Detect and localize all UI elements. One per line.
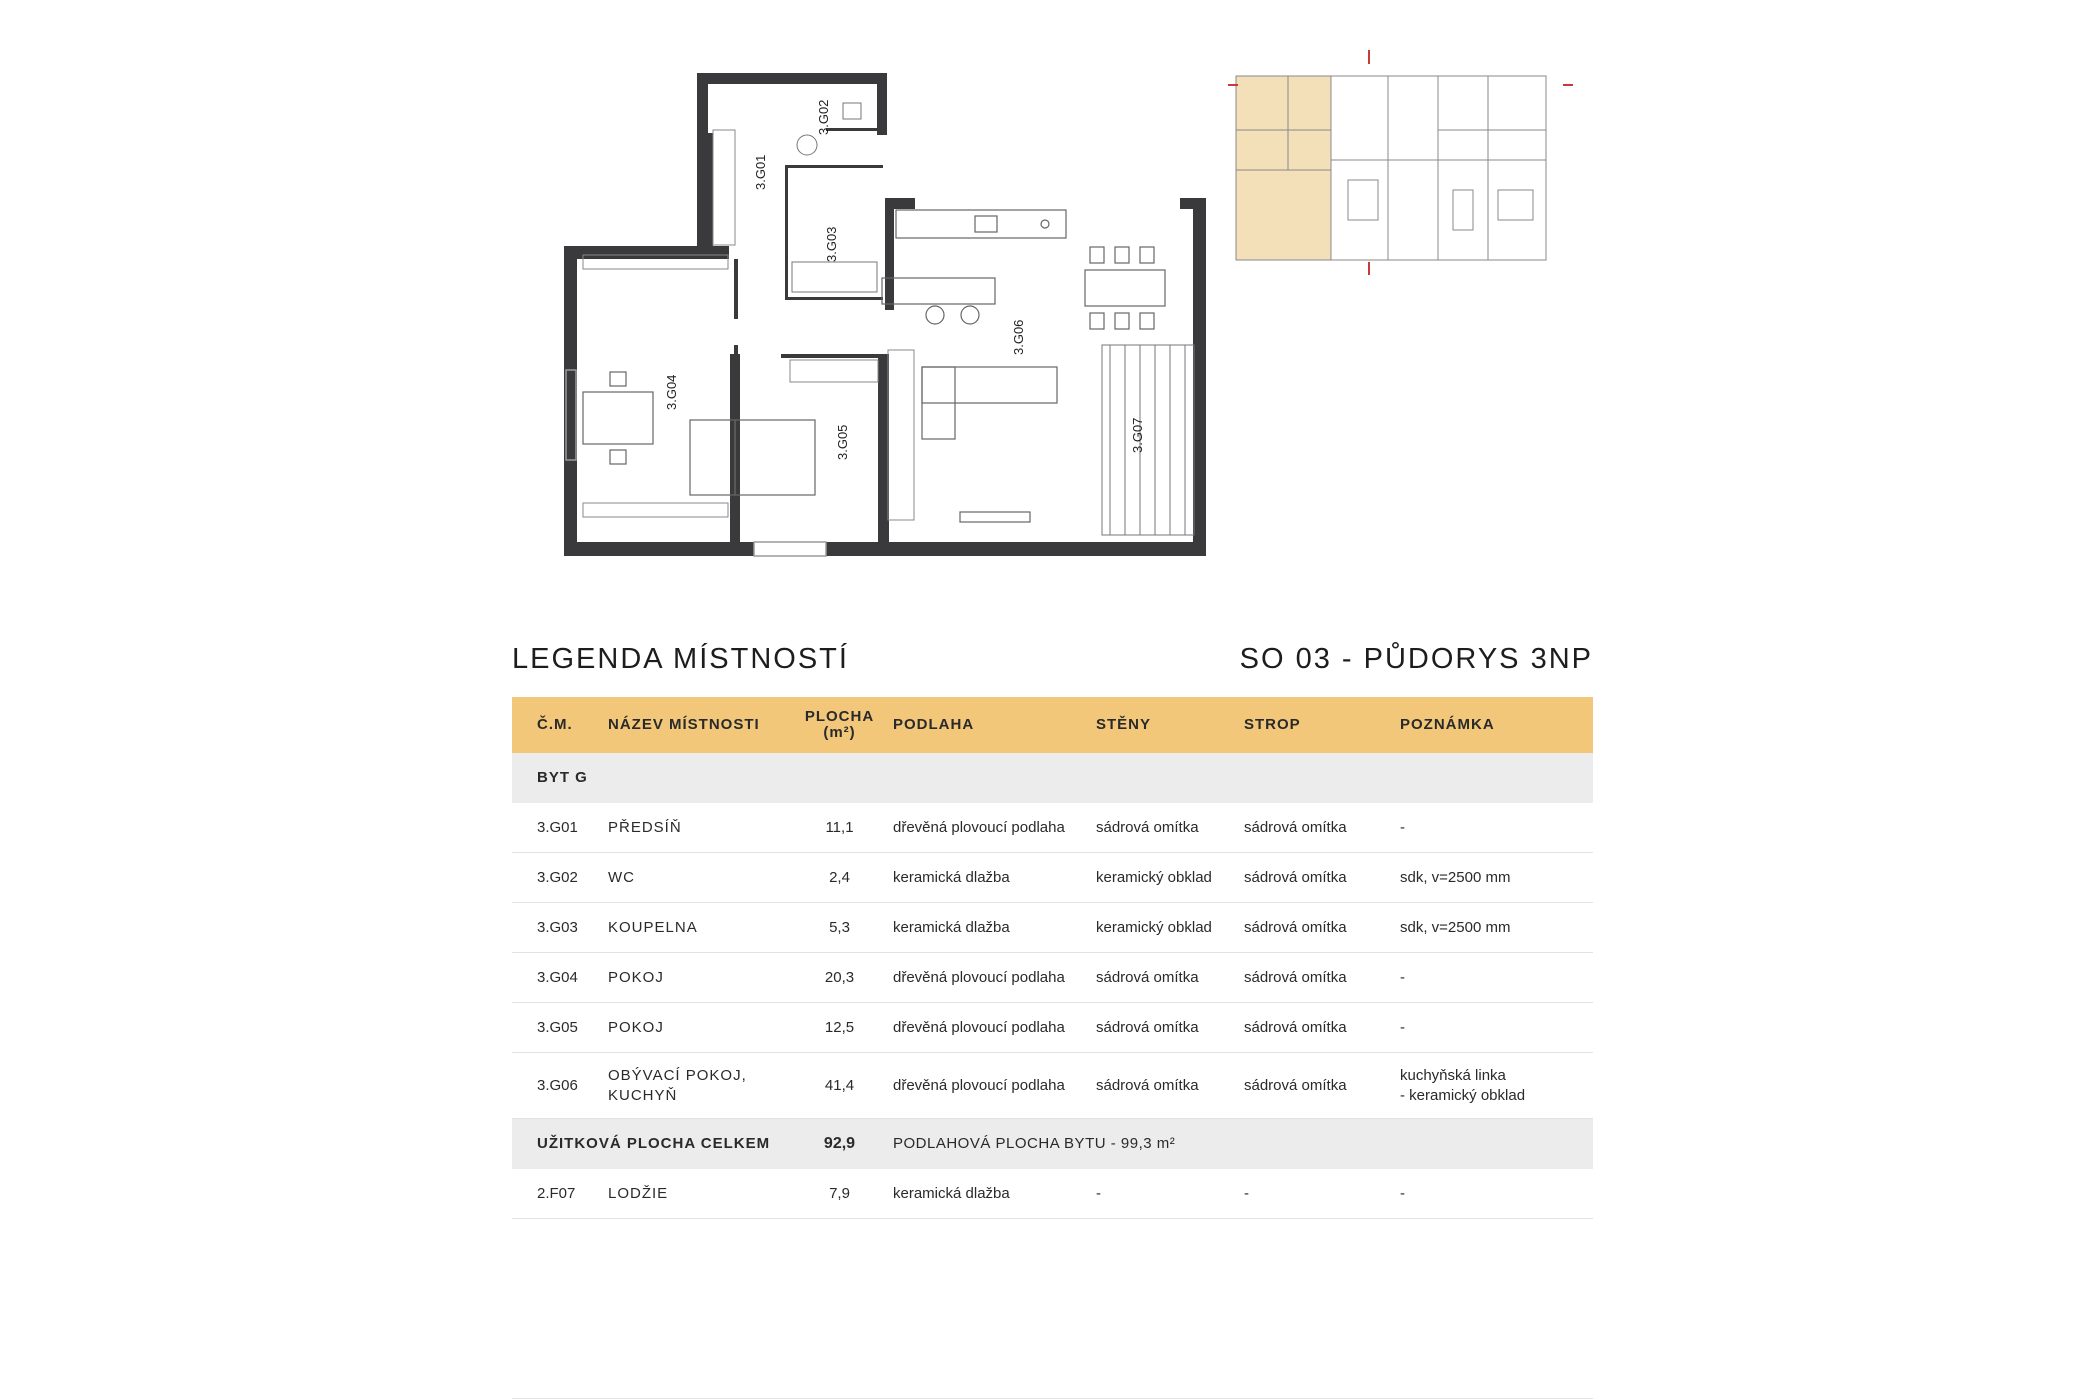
bedroom-furniture: [583, 372, 815, 495]
cell-note: -: [1400, 968, 1405, 986]
table-row: [512, 1169, 1593, 1219]
table-row: [512, 1003, 1593, 1053]
room-label-3g07: 3.G07: [1130, 417, 1145, 453]
cell-area: 12,5: [824, 1018, 855, 1036]
cell-no: 3.G06: [537, 1076, 578, 1094]
cell-name: [608, 1053, 788, 1118]
total-row: [512, 1119, 1593, 1169]
cell-name: LODŽIE: [608, 1184, 669, 1202]
total-label: UŽITKOVÁ PLOCHA CELKEM: [537, 1135, 771, 1152]
cell-area: 11,1: [825, 818, 854, 836]
cell-floor: dřevěná plovoucí podlaha: [893, 1018, 1065, 1036]
room-label-3g01: 3.G01: [753, 154, 768, 190]
cell-floor: dřevěná plovoucí podlaha: [893, 968, 1065, 986]
cell-ceiling: sádrová omítka: [1244, 968, 1347, 986]
cell-area: 7,9: [829, 1184, 850, 1202]
cell-no: 3.G04: [537, 968, 578, 986]
floor-plan: [0, 0, 2100, 580]
cell-note: -: [1400, 1184, 1405, 1202]
heading-row: [512, 643, 1593, 683]
loggia: [1102, 345, 1194, 535]
cell-area: 41,4: [824, 1076, 855, 1094]
dining-table: [1085, 247, 1165, 329]
cell-name: POKOJ: [608, 1018, 664, 1036]
cell-no: 3.G03: [537, 918, 578, 936]
cell-name: POKOJ: [608, 968, 664, 986]
key-plan-highlight: [1236, 76, 1331, 260]
cell-floor: keramická dlažba: [893, 918, 1010, 936]
col-header-area-unit: (m²): [823, 724, 856, 741]
cell-note: sdk, v=2500 mm: [1400, 868, 1511, 886]
cell-walls: keramický obklad: [1096, 868, 1212, 886]
key-plan: [1228, 40, 1598, 275]
cell-note-line2: - keramický obklad: [1400, 1086, 1526, 1104]
wardrobes: [583, 130, 914, 520]
sofa: [922, 367, 1057, 522]
col-header-area: [782, 697, 897, 753]
cell-name: PŘEDSÍŇ: [608, 818, 682, 836]
room-label-3g05: 3.G05: [835, 424, 850, 460]
cell-area: 20,3: [824, 968, 855, 986]
cell-walls: sádrová omítka: [1096, 818, 1199, 836]
cell-walls: sádrová omítka: [1096, 1076, 1199, 1094]
cell-no: 2.F07: [537, 1184, 576, 1202]
total-area: 92,9: [823, 1135, 856, 1152]
col-header-note: POZNÁMKA: [1400, 716, 1495, 733]
cell-note: -: [1400, 1018, 1405, 1036]
room-label-3g03: 3.G03: [824, 226, 839, 262]
table-row: [512, 803, 1593, 853]
cell-note: [1400, 1053, 1590, 1118]
cell-floor: keramická dlažba: [893, 868, 1010, 886]
legend-title: LEGENDA MÍSTNOSTÍ: [512, 643, 849, 675]
cell-floor: dřevěná plovoucí podlaha: [893, 818, 1065, 836]
cell-ceiling: sádrová omítka: [1244, 918, 1347, 936]
col-header-walls: STĚNY: [1096, 716, 1152, 733]
cell-name-line1: OBÝVACÍ POKOJ,: [608, 1066, 747, 1084]
cell-note-line1: kuchyňská linka: [1400, 1066, 1506, 1084]
table-row: [512, 853, 1593, 903]
col-header-ceiling: STROP: [1244, 716, 1301, 733]
windows: [566, 370, 826, 556]
room-label-3g06: 3.G06: [1011, 319, 1026, 355]
cell-floor: dřevěná plovoucí podlaha: [893, 1076, 1065, 1094]
cell-name: WC: [608, 868, 635, 886]
group-row: [512, 753, 1593, 803]
cell-walls: keramický obklad: [1096, 918, 1212, 936]
cell-ceiling: sádrová omítka: [1244, 1018, 1347, 1036]
col-header-name: NÁZEV MÍSTNOSTI: [608, 716, 760, 733]
room-legend-table: [512, 697, 1593, 1219]
table-row: [512, 1053, 1593, 1119]
cell-no: 3.G02: [537, 868, 578, 886]
kitchen: [882, 210, 1066, 324]
cell-floor: keramická dlažba: [893, 1184, 1010, 1202]
cell-note: sdk, v=2500 mm: [1400, 918, 1511, 936]
group-label: BYT G: [537, 769, 588, 786]
cell-ceiling: sádrová omítka: [1244, 818, 1347, 836]
cell-name: KOUPELNA: [608, 918, 698, 936]
col-header-area-label: PLOCHA: [804, 708, 875, 725]
room-label-3g04: 3.G04: [664, 374, 679, 410]
footer-divider: [512, 1398, 1593, 1399]
cell-walls: sádrová omítka: [1096, 1018, 1199, 1036]
cell-area: 5,3: [829, 918, 850, 936]
cell-no: 3.G05: [537, 1018, 578, 1036]
room-label-3g02: 3.G02: [816, 99, 831, 135]
cell-ceiling: -: [1244, 1184, 1249, 1202]
cell-note: -: [1400, 818, 1405, 836]
cell-name-line2: KUCHYŇ: [608, 1086, 678, 1104]
cell-walls: sádrová omítka: [1096, 968, 1199, 986]
cell-walls: -: [1096, 1184, 1101, 1202]
total-note: PODLAHOVÁ PLOCHA BYTU - 99,3 m²: [893, 1135, 1176, 1152]
cell-ceiling: sádrová omítka: [1244, 1076, 1347, 1094]
col-header-no: Č.M.: [537, 716, 573, 733]
cell-ceiling: sádrová omítka: [1244, 868, 1347, 886]
table-row: [512, 953, 1593, 1003]
drawing-title: SO 03 - PŮDORYS 3NP: [1239, 643, 1593, 675]
cell-area: 2,4: [829, 868, 850, 886]
table-row: [512, 903, 1593, 953]
table-header: [512, 697, 1593, 753]
bathroom: [792, 103, 877, 292]
cell-no: 3.G01: [537, 818, 578, 836]
col-header-floor: PODLAHA: [893, 716, 975, 733]
